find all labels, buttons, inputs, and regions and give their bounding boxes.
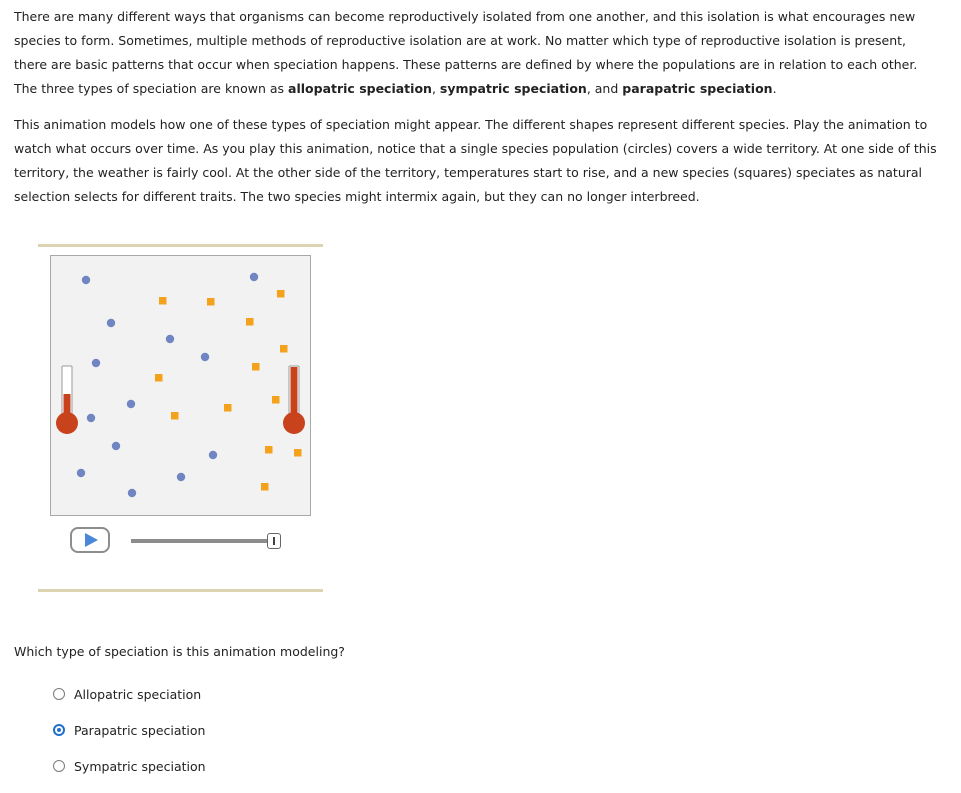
term-sympatric: sympatric speciation [439, 81, 587, 96]
square-species-marker [171, 412, 179, 420]
circle-species-marker [250, 273, 258, 281]
square-species-marker [224, 404, 232, 412]
bottom-divider [38, 589, 323, 592]
species-territory [51, 256, 310, 515]
animation-stage [50, 255, 311, 516]
circle-species-marker [166, 335, 174, 343]
play-triangle-icon [83, 532, 99, 548]
separator: , [431, 81, 440, 96]
intro-paragraph-2: This animation models how one of these types of speciation might appear. The different shapes represent different species. Play the animation to watch what occurs over time. As you play this animation, notice that a single species population (circles) covers a wide territory. At one side of this territory, the weather is fairly cool. At the other side of the territory, temperatures start to rise, and a new species (squares) speciates as natural selection selects for different traits. The two species might intermix again, but they can no longer interbreed. [14, 117, 937, 204]
intro-paragraph-1-text: There are many different ways that organisms can become reproductively isolated from one another, and this isolation is what encourages new species to form. Sometimes, multiple methods of reproductive isolation are at work. No matter which type of reproductive isolation is present, there are basic patterns that occur when speciation happens. These patterns are defined by where the populations are in relation to each other. The three types of speciation are known as [14, 9, 918, 96]
separator: , and [586, 81, 623, 96]
circle-species-marker [201, 353, 209, 361]
square-species-marker [246, 318, 254, 326]
square-species-marker [280, 345, 288, 353]
square-species-group [155, 290, 302, 491]
circle-species-marker [87, 414, 95, 422]
option-label: Allopatric speciation [74, 686, 202, 702]
circle-species-marker [107, 319, 115, 327]
square-species-marker [207, 298, 215, 306]
circle-species-marker [127, 400, 135, 408]
square-species-marker [159, 297, 167, 305]
option-sympatric[interactable] [53, 756, 206, 776]
square-species-marker [261, 483, 269, 491]
play-button[interactable] [70, 527, 110, 553]
circle-species-marker [112, 442, 120, 450]
term-allopatric: allopatric speciation [288, 81, 432, 96]
square-species-marker [155, 374, 163, 382]
radio-allopatric[interactable] [53, 688, 65, 700]
slider-handle[interactable] [267, 533, 281, 549]
square-species-marker [252, 363, 260, 371]
circle-species-marker [128, 489, 136, 497]
option-label: Sympatric speciation [74, 758, 206, 774]
warm-thermometer-icon [281, 364, 307, 436]
option-parapatric[interactable] [53, 720, 205, 740]
square-species-marker [272, 396, 280, 404]
circle-species-marker [209, 451, 217, 459]
term-parapatric: parapatric speciation [622, 81, 773, 96]
square-species-marker [265, 446, 273, 454]
cool-thermometer-icon [54, 364, 80, 436]
top-divider [38, 244, 323, 247]
option-allopatric[interactable] [53, 684, 201, 704]
option-label: Parapatric speciation [74, 722, 206, 738]
intro-paragraph-1 [14, 5, 939, 101]
square-species-marker [294, 449, 302, 457]
circle-species-marker [177, 473, 185, 481]
circle-species-marker [82, 276, 90, 284]
square-species-marker [277, 290, 285, 298]
circle-species-group [77, 273, 258, 497]
animation-progress-slider[interactable] [131, 539, 271, 543]
circle-species-marker [77, 469, 85, 477]
radio-sympatric[interactable] [53, 760, 65, 772]
question-prompt: Which type of speciation is this animation modeling? [14, 644, 345, 659]
circle-species-marker [92, 359, 100, 367]
radio-parapatric[interactable] [53, 724, 65, 736]
sentence-end: . [772, 81, 777, 96]
